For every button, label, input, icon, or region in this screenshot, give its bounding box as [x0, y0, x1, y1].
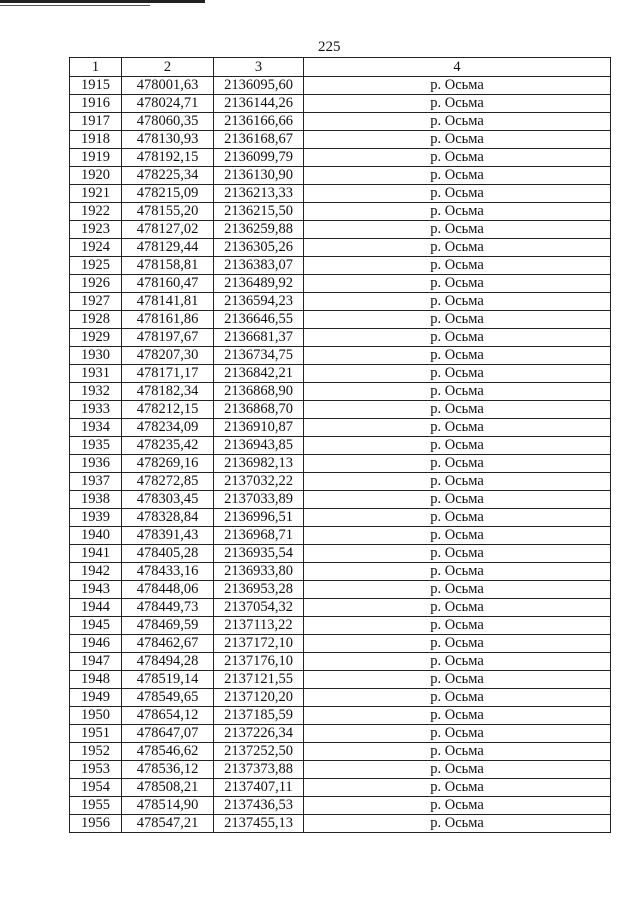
- point-number-cell: 1930: [70, 347, 122, 365]
- table-row: [70, 347, 611, 365]
- table-row: [70, 455, 611, 473]
- y-coordinate-cell: 2137176,10: [214, 653, 304, 671]
- description-cell: р. Осьма: [304, 203, 611, 221]
- description-cell: р. Осьма: [304, 653, 611, 671]
- scan-edge-line: [0, 0, 205, 3]
- point-number-cell: 1941: [70, 545, 122, 563]
- x-coordinate-cell: 478197,67: [122, 329, 214, 347]
- table-row: [70, 653, 611, 671]
- description-cell: р. Осьма: [304, 221, 611, 239]
- table-row: [70, 527, 611, 545]
- y-coordinate-cell: 2136166,66: [214, 113, 304, 131]
- y-coordinate-cell: 2136213,33: [214, 185, 304, 203]
- x-coordinate-cell: 478433,16: [122, 563, 214, 581]
- description-cell: р. Осьма: [304, 599, 611, 617]
- x-coordinate-cell: 478060,35: [122, 113, 214, 131]
- description-cell: р. Осьма: [304, 635, 611, 653]
- description-cell: р. Осьма: [304, 707, 611, 725]
- description-cell: р. Осьма: [304, 527, 611, 545]
- description-cell: р. Осьма: [304, 743, 611, 761]
- table-row: [70, 311, 611, 329]
- table-row: [70, 671, 611, 689]
- description-cell: р. Осьма: [304, 329, 611, 347]
- x-coordinate-cell: 478182,34: [122, 383, 214, 401]
- y-coordinate-cell: 2136943,85: [214, 437, 304, 455]
- table-row: [70, 689, 611, 707]
- scan-edge-line-thin: [0, 5, 150, 6]
- description-cell: р. Осьма: [304, 617, 611, 635]
- x-coordinate-cell: 478225,34: [122, 167, 214, 185]
- point-number-cell: 1933: [70, 401, 122, 419]
- x-coordinate-cell: 478536,12: [122, 761, 214, 779]
- y-coordinate-cell: 2136953,28: [214, 581, 304, 599]
- table-row: [70, 761, 611, 779]
- table-row: [70, 815, 611, 833]
- table-row: [70, 509, 611, 527]
- table-body: [70, 77, 611, 833]
- y-coordinate-cell: 2136910,87: [214, 419, 304, 437]
- x-coordinate-cell: 478127,02: [122, 221, 214, 239]
- description-cell: р. Осьма: [304, 545, 611, 563]
- x-coordinate-cell: 478215,09: [122, 185, 214, 203]
- description-cell: р. Осьма: [304, 401, 611, 419]
- y-coordinate-cell: 2137032,22: [214, 473, 304, 491]
- y-coordinate-cell: 2137373,88: [214, 761, 304, 779]
- point-number-cell: 1946: [70, 635, 122, 653]
- point-number-cell: 1940: [70, 527, 122, 545]
- description-cell: р. Осьма: [304, 365, 611, 383]
- description-cell: р. Осьма: [304, 185, 611, 203]
- table-row: [70, 743, 611, 761]
- x-coordinate-cell: 478158,81: [122, 257, 214, 275]
- description-cell: р. Осьма: [304, 347, 611, 365]
- y-coordinate-cell: 2137226,34: [214, 725, 304, 743]
- x-coordinate-cell: 478161,86: [122, 311, 214, 329]
- point-number-cell: 1949: [70, 689, 122, 707]
- table-row: [70, 149, 611, 167]
- description-cell: р. Осьма: [304, 671, 611, 689]
- x-coordinate-cell: 478654,12: [122, 707, 214, 725]
- y-coordinate-cell: 2136095,60: [214, 77, 304, 95]
- x-coordinate-cell: 478212,15: [122, 401, 214, 419]
- description-cell: р. Осьма: [304, 131, 611, 149]
- y-coordinate-cell: 2137121,55: [214, 671, 304, 689]
- point-number-cell: 1943: [70, 581, 122, 599]
- table-row: [70, 617, 611, 635]
- description-cell: р. Осьма: [304, 581, 611, 599]
- point-number-cell: 1918: [70, 131, 122, 149]
- table-header-row: [70, 58, 611, 77]
- table-row: [70, 221, 611, 239]
- x-coordinate-cell: 478519,14: [122, 671, 214, 689]
- y-coordinate-cell: 2136868,90: [214, 383, 304, 401]
- point-number-cell: 1951: [70, 725, 122, 743]
- x-coordinate-cell: 478207,30: [122, 347, 214, 365]
- table-row: [70, 95, 611, 113]
- description-cell: р. Осьма: [304, 815, 611, 833]
- y-coordinate-cell: 2136383,07: [214, 257, 304, 275]
- description-cell: р. Осьма: [304, 761, 611, 779]
- table-row: [70, 131, 611, 149]
- x-coordinate-cell: 478129,44: [122, 239, 214, 257]
- description-cell: р. Осьма: [304, 797, 611, 815]
- x-coordinate-cell: 478549,65: [122, 689, 214, 707]
- description-cell: р. Осьма: [304, 257, 611, 275]
- x-coordinate-cell: 478546,62: [122, 743, 214, 761]
- y-coordinate-cell: 2137185,59: [214, 707, 304, 725]
- table-row: [70, 581, 611, 599]
- description-cell: р. Осьма: [304, 167, 611, 185]
- point-number-cell: 1919: [70, 149, 122, 167]
- point-number-cell: 1950: [70, 707, 122, 725]
- point-number-cell: 1945: [70, 617, 122, 635]
- column-header-x: 2: [122, 58, 214, 77]
- y-coordinate-cell: 2136842,21: [214, 365, 304, 383]
- x-coordinate-cell: 478514,90: [122, 797, 214, 815]
- description-cell: р. Осьма: [304, 95, 611, 113]
- description-cell: р. Осьма: [304, 473, 611, 491]
- table-row: [70, 563, 611, 581]
- description-cell: р. Осьма: [304, 563, 611, 581]
- description-cell: р. Осьма: [304, 437, 611, 455]
- x-coordinate-cell: 478171,17: [122, 365, 214, 383]
- point-number-cell: 1927: [70, 293, 122, 311]
- x-coordinate-cell: 478234,09: [122, 419, 214, 437]
- x-coordinate-cell: 478269,16: [122, 455, 214, 473]
- point-number-cell: 1917: [70, 113, 122, 131]
- y-coordinate-cell: 2136168,67: [214, 131, 304, 149]
- y-coordinate-cell: 2137455,13: [214, 815, 304, 833]
- x-coordinate-cell: 478192,15: [122, 149, 214, 167]
- y-coordinate-cell: 2137033,89: [214, 491, 304, 509]
- point-number-cell: 1924: [70, 239, 122, 257]
- table-row: [70, 797, 611, 815]
- table-row: [70, 203, 611, 221]
- table-row: [70, 707, 611, 725]
- table-row: [70, 77, 611, 95]
- x-coordinate-cell: 478405,28: [122, 545, 214, 563]
- table-row: [70, 275, 611, 293]
- y-coordinate-cell: 2136982,13: [214, 455, 304, 473]
- table-row: [70, 779, 611, 797]
- x-coordinate-cell: 478272,85: [122, 473, 214, 491]
- point-number-cell: 1955: [70, 797, 122, 815]
- y-coordinate-cell: 2137407,11: [214, 779, 304, 797]
- table-row: [70, 635, 611, 653]
- x-coordinate-cell: 478328,84: [122, 509, 214, 527]
- point-number-cell: 1938: [70, 491, 122, 509]
- point-number-cell: 1944: [70, 599, 122, 617]
- table-row: [70, 491, 611, 509]
- y-coordinate-cell: 2137120,20: [214, 689, 304, 707]
- description-cell: р. Осьма: [304, 725, 611, 743]
- point-number-cell: 1928: [70, 311, 122, 329]
- description-cell: р. Осьма: [304, 383, 611, 401]
- y-coordinate-cell: 2136144,26: [214, 95, 304, 113]
- x-coordinate-cell: 478647,07: [122, 725, 214, 743]
- y-coordinate-cell: 2136868,70: [214, 401, 304, 419]
- x-coordinate-cell: 478494,28: [122, 653, 214, 671]
- x-coordinate-cell: 478235,42: [122, 437, 214, 455]
- point-number-cell: 1915: [70, 77, 122, 95]
- y-coordinate-cell: 2137172,10: [214, 635, 304, 653]
- table-row: [70, 293, 611, 311]
- coordinates-table: [69, 57, 611, 833]
- table-row: [70, 365, 611, 383]
- x-coordinate-cell: 478469,59: [122, 617, 214, 635]
- x-coordinate-cell: 478462,67: [122, 635, 214, 653]
- description-cell: р. Осьма: [304, 311, 611, 329]
- description-cell: р. Осьма: [304, 455, 611, 473]
- x-coordinate-cell: 478155,20: [122, 203, 214, 221]
- point-number-cell: 1921: [70, 185, 122, 203]
- y-coordinate-cell: 2136681,37: [214, 329, 304, 347]
- table-row: [70, 113, 611, 131]
- y-coordinate-cell: 2136099,79: [214, 149, 304, 167]
- table-row: [70, 185, 611, 203]
- point-number-cell: 1932: [70, 383, 122, 401]
- table-row: [70, 725, 611, 743]
- description-cell: р. Осьма: [304, 77, 611, 95]
- point-number-cell: 1931: [70, 365, 122, 383]
- y-coordinate-cell: 2136646,55: [214, 311, 304, 329]
- column-header-description: 4: [304, 58, 611, 77]
- point-number-cell: 1926: [70, 275, 122, 293]
- description-cell: р. Осьма: [304, 419, 611, 437]
- description-cell: р. Осьма: [304, 779, 611, 797]
- description-cell: р. Осьма: [304, 239, 611, 257]
- x-coordinate-cell: 478303,45: [122, 491, 214, 509]
- point-number-cell: 1937: [70, 473, 122, 491]
- x-coordinate-cell: 478448,06: [122, 581, 214, 599]
- table-row: [70, 167, 611, 185]
- point-number-cell: 1922: [70, 203, 122, 221]
- x-coordinate-cell: 478391,43: [122, 527, 214, 545]
- y-coordinate-cell: 2137113,22: [214, 617, 304, 635]
- point-number-cell: 1939: [70, 509, 122, 527]
- table-row: [70, 239, 611, 257]
- y-coordinate-cell: 2136130,90: [214, 167, 304, 185]
- y-coordinate-cell: 2136259,88: [214, 221, 304, 239]
- x-coordinate-cell: 478130,93: [122, 131, 214, 149]
- point-number-cell: 1947: [70, 653, 122, 671]
- point-number-cell: 1948: [70, 671, 122, 689]
- x-coordinate-cell: 478141,81: [122, 293, 214, 311]
- point-number-cell: 1936: [70, 455, 122, 473]
- table-row: [70, 545, 611, 563]
- x-coordinate-cell: 478160,47: [122, 275, 214, 293]
- point-number-cell: 1934: [70, 419, 122, 437]
- y-coordinate-cell: 2136489,92: [214, 275, 304, 293]
- point-number-cell: 1929: [70, 329, 122, 347]
- description-cell: р. Осьма: [304, 293, 611, 311]
- y-coordinate-cell: 2136215,50: [214, 203, 304, 221]
- x-coordinate-cell: 478508,21: [122, 779, 214, 797]
- page-number: 225: [318, 39, 341, 55]
- point-number-cell: 1942: [70, 563, 122, 581]
- y-coordinate-cell: 2137252,50: [214, 743, 304, 761]
- point-number-cell: 1953: [70, 761, 122, 779]
- x-coordinate-cell: 478547,21: [122, 815, 214, 833]
- point-number-cell: 1920: [70, 167, 122, 185]
- description-cell: р. Осьма: [304, 149, 611, 167]
- table-row: [70, 329, 611, 347]
- y-coordinate-cell: 2136996,51: [214, 509, 304, 527]
- point-number-cell: 1935: [70, 437, 122, 455]
- y-coordinate-cell: 2136933,80: [214, 563, 304, 581]
- table-row: [70, 437, 611, 455]
- x-coordinate-cell: 478449,73: [122, 599, 214, 617]
- x-coordinate-cell: 478001,63: [122, 77, 214, 95]
- table-row: [70, 419, 611, 437]
- x-coordinate-cell: 478024,71: [122, 95, 214, 113]
- column-header-point-number: 1: [70, 58, 122, 77]
- description-cell: р. Осьма: [304, 275, 611, 293]
- y-coordinate-cell: 2136968,71: [214, 527, 304, 545]
- point-number-cell: 1923: [70, 221, 122, 239]
- column-header-y: 3: [214, 58, 304, 77]
- table-row: [70, 257, 611, 275]
- y-coordinate-cell: 2136734,75: [214, 347, 304, 365]
- point-number-cell: 1952: [70, 743, 122, 761]
- table-row: [70, 383, 611, 401]
- description-cell: р. Осьма: [304, 509, 611, 527]
- table-row: [70, 473, 611, 491]
- y-coordinate-cell: 2137054,32: [214, 599, 304, 617]
- y-coordinate-cell: 2136594,23: [214, 293, 304, 311]
- y-coordinate-cell: 2136935,54: [214, 545, 304, 563]
- description-cell: р. Осьма: [304, 689, 611, 707]
- table-row: [70, 599, 611, 617]
- point-number-cell: 1956: [70, 815, 122, 833]
- point-number-cell: 1954: [70, 779, 122, 797]
- description-cell: р. Осьма: [304, 113, 611, 131]
- y-coordinate-cell: 2136305,26: [214, 239, 304, 257]
- table-row: [70, 401, 611, 419]
- point-number-cell: 1916: [70, 95, 122, 113]
- point-number-cell: 1925: [70, 257, 122, 275]
- description-cell: р. Осьма: [304, 491, 611, 509]
- y-coordinate-cell: 2137436,53: [214, 797, 304, 815]
